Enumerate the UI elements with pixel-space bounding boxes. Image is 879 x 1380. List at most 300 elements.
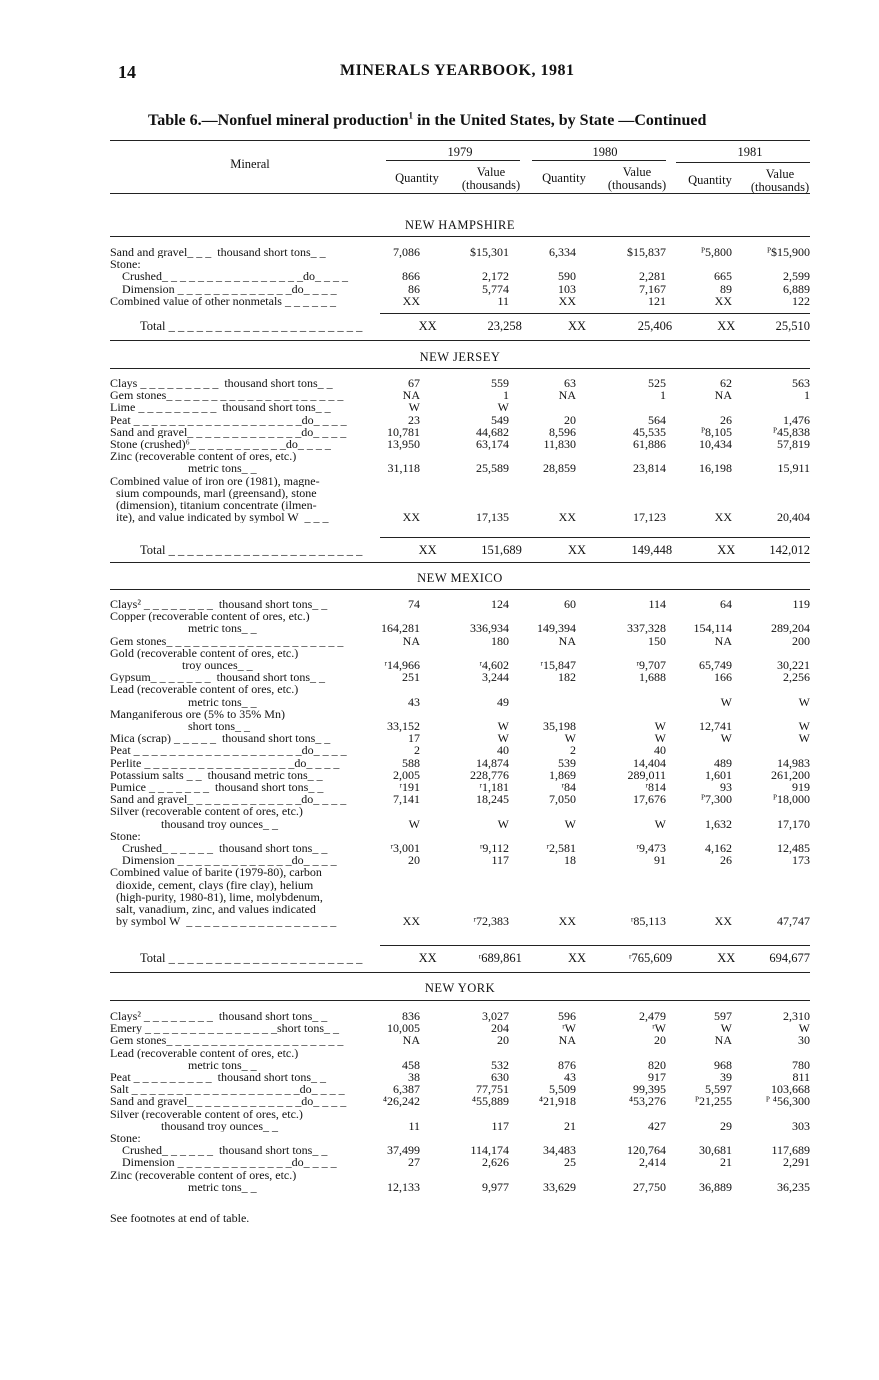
section-heading-new-york: NEW YORK <box>424 981 496 995</box>
value-1980-cell: W <box>654 731 666 746</box>
quantity-1980-cell: 18 <box>564 853 576 868</box>
quantity-1980-cell: ʳ15,847 <box>540 658 576 673</box>
quantity-1979-cell: NA <box>402 388 420 403</box>
mineral-label: metric tons_ _ <box>110 695 257 708</box>
mineral-label: Combined value of iron ore (1981), magne- <box>110 474 320 487</box>
quantity-1981-cell: W <box>720 731 732 746</box>
mineral-label: Silver (recoverable content of ores, etc.) <box>110 1107 303 1120</box>
value-header-1981 <box>744 168 816 194</box>
value-1981-cell: 122 <box>792 293 810 308</box>
value-1981-cell: 563 <box>792 376 810 390</box>
value-1981-cell: 12,485 <box>777 841 810 856</box>
mineral-label: Sand and gravel_ _ _ _ _ _ _ _ _ _ _ _ _do_ _ _ _ <box>110 793 347 806</box>
table-row <box>110 283 810 295</box>
quantity-1979-cell: 20 <box>408 853 420 868</box>
table-title-text: Table 6.—Nonfuel mineral production <box>148 112 409 129</box>
value-1981-cell: ᴾ18,000 <box>773 792 810 807</box>
value-1979-cell: 532 <box>491 1057 509 1072</box>
mineral-label: Potassium salts _ _ thousand metric tons_ _ <box>110 768 323 782</box>
total-label: Total _ _ _ _ _ _ _ _ _ _ _ _ _ _ _ _ _ _ _ _ _ <box>140 952 363 965</box>
value-1981-cell: 780 <box>792 1057 810 1072</box>
table-row <box>110 1010 810 1022</box>
table-row <box>110 793 810 805</box>
value-1981-cell: 30 <box>798 1033 810 1048</box>
quantity-1981-cell: 64 <box>720 597 732 611</box>
quantity-1981-cell: 597 <box>714 1009 732 1023</box>
quantity-header-1980: Quantity <box>542 171 586 185</box>
table-row <box>110 903 810 915</box>
section-heading-new-jersey: NEW JERSEY <box>419 350 501 364</box>
value-1981-cell: 2,599 <box>783 269 810 284</box>
value-1981-cell: 289,204 <box>771 621 810 636</box>
mineral-column-header: Mineral <box>230 157 270 171</box>
value-1981-cell: 303 <box>792 1118 810 1133</box>
value-1979-cell: 77,751 <box>476 1082 509 1097</box>
section-rule <box>110 236 810 237</box>
section-rule <box>110 562 810 563</box>
quantity-1981-cell: 26 <box>720 853 732 868</box>
quantity-1981-cell: ᴾ7,300 <box>701 792 732 807</box>
value-1980-cell: W <box>654 719 666 734</box>
value-1980-cell: ʳ85,113 <box>630 914 666 929</box>
value-1980-cell: 289,011 <box>627 767 666 782</box>
value-1981-cell: 919 <box>792 780 810 795</box>
quantity-1979-cell: 11 <box>408 1118 420 1133</box>
quantity-1981-cell: 36,889 <box>699 1179 732 1194</box>
value-1979-cell: 336,934 <box>470 621 509 636</box>
quantity-1980-cell: ʳW <box>562 1021 576 1036</box>
quantity-1979-cell: ⁴26,242 <box>382 1094 420 1109</box>
mineral-label: Clays² _ _ _ _ _ _ _ _ thousand short tons_ _ <box>110 1010 328 1023</box>
value-1981-cell: 57,819 <box>777 437 810 452</box>
mineral-label: Salt _ _ _ _ _ _ _ _ _ _ _ _ _ _ _ _ _ _ _do_ _ _ _ <box>110 1083 345 1096</box>
quantity-1981-cell: XX <box>714 914 732 929</box>
mineral-label: Lead (recoverable content of ores, etc.) <box>110 683 299 696</box>
value-1979-cell: 20 <box>497 1033 509 1048</box>
quantity-1981-cell: 39 <box>720 1070 732 1085</box>
table-row <box>110 598 810 610</box>
table-row <box>110 659 810 671</box>
quantity-1980-cell: 6,334 <box>549 245 576 259</box>
mineral-label: salt, vanadium, zinc, and values indicated <box>110 903 316 916</box>
value-1980-cell: 525 <box>648 376 666 390</box>
quantity-1980-cell: 1,869 <box>549 767 576 782</box>
quantity-1980-cell: 590 <box>558 269 576 284</box>
value-1979-cell: 3,244 <box>482 670 509 685</box>
value-1981-cell: 17,170 <box>777 816 810 831</box>
quantity-1981-cell: 5,597 <box>705 1082 732 1097</box>
quantity-1979-cell: XX <box>402 510 420 525</box>
quantity-1979-cell: 67 <box>408 376 420 390</box>
quantity-1979-cell: 33,152 <box>387 719 420 734</box>
value-1981-cell: 30,221 <box>777 658 810 673</box>
value-1980-cell: 27,750 <box>633 1179 666 1194</box>
mineral-label: dioxide, cement, clays (fire clay), helium <box>110 878 314 891</box>
value-1980-cell: 917 <box>648 1070 666 1085</box>
total-label: Total _ _ _ _ _ _ _ _ _ _ _ _ _ _ _ _ _ _ _ _ _ <box>140 320 363 333</box>
table-row <box>110 270 810 282</box>
quantity-1981-cell: 62 <box>720 376 732 390</box>
quantity-1980-cell: 7,050 <box>549 792 576 807</box>
total-rule <box>380 945 810 946</box>
value-1981-cell: 2,256 <box>783 670 810 685</box>
running-title: MINERALS YEARBOOK, 1981 <box>340 62 575 79</box>
value-1981-cell: ᴾ ⁴56,300 <box>765 1094 810 1109</box>
value-1979-cell: 9,977 <box>482 1179 509 1194</box>
value-1979-cell: 14,874 <box>476 755 509 770</box>
total-rule <box>380 537 810 538</box>
mineral-label: Perlite _ _ _ _ _ _ _ _ _ _ _ _ _ _ _ _ _do_ _ _ _ <box>110 756 340 769</box>
value-1981-cell: 2,310 <box>783 1009 810 1023</box>
quantity-1979-cell: 836 <box>402 1009 420 1023</box>
quantity-1980-cell: 596 <box>558 1009 576 1023</box>
value-1980-cell: 14,404 <box>633 755 666 770</box>
value-1979-cell: 3,027 <box>482 1009 509 1023</box>
quantity-1980-cell: W <box>564 731 576 746</box>
value-1979-cell: 180 <box>491 633 509 648</box>
year-header-1981: 1981 <box>737 145 763 159</box>
quantity-1981-cell: W <box>720 1021 732 1036</box>
table-row <box>110 1022 810 1034</box>
quantity-1981-cell: 16,198 <box>699 461 732 476</box>
table-row <box>110 1120 810 1132</box>
quantity-1979-cell: 2,005 <box>393 767 420 782</box>
value-1979-cell: 11 <box>497 293 509 308</box>
table-row <box>110 671 810 683</box>
table-row <box>110 769 810 781</box>
quantity-1980-cell: 8,596 <box>549 424 576 439</box>
quantity-1980-cell: 149,394 <box>537 621 576 636</box>
mineral-label: Dimension _ _ _ _ _ _ _ _ _ _ _ _ _do_ _ _ _ <box>110 282 337 295</box>
table-row <box>110 915 810 927</box>
value-1981-cell: 20,404 <box>777 510 810 525</box>
quantity-1979-cell: 10,781 <box>387 424 420 439</box>
value-label: Value <box>622 165 652 179</box>
table-row <box>110 696 810 708</box>
mineral-label: Clays _ _ _ _ _ _ _ _ _ thousand short tons_ _ <box>110 377 333 390</box>
value-1980-cell: 17,123 <box>633 510 666 525</box>
value-1981-cell: ᴾ45,838 <box>773 424 810 439</box>
quantity-1981-cell: XX <box>717 543 736 557</box>
quantity-1981-cell: 12,741 <box>699 719 732 734</box>
mineral-label: Emery _ _ _ _ _ _ _ _ _ _ _ _ _ _ _short tons_ _ <box>110 1022 339 1035</box>
quantity-1979-cell: 7,086 <box>393 245 420 259</box>
quantity-1980-cell: 182 <box>558 670 576 685</box>
value-1981-cell: 47,747 <box>777 914 810 929</box>
quantity-1981-cell: ᴾ8,105 <box>701 424 732 439</box>
table-top-rule <box>110 140 810 141</box>
section-new-mexico <box>110 598 810 927</box>
value-1980-cell: 150 <box>648 633 666 648</box>
value-1981-cell: 1,476 <box>783 412 810 427</box>
quantity-1980-cell: 34,483 <box>543 1143 576 1158</box>
quantity-1980-cell: 103 <box>558 281 576 296</box>
value-1981-cell: 694,677 <box>769 951 810 965</box>
table-row <box>110 720 810 732</box>
total-rule <box>380 313 810 314</box>
mineral-label: metric tons_ _ <box>110 622 257 635</box>
year-header-1979: 1979 <box>447 145 473 159</box>
quantity-1981-cell: XX <box>717 951 736 965</box>
quantity-header-1979: Quantity <box>395 171 439 185</box>
mineral-label: Dimension _ _ _ _ _ _ _ _ _ _ _ _ _do_ _ _ _ <box>110 1156 337 1169</box>
value-1979-cell: 117 <box>491 1118 509 1133</box>
mineral-label: metric tons_ _ <box>110 1180 257 1194</box>
mineral-label: metric tons_ _ <box>110 1058 257 1072</box>
quantity-1979-cell: XX <box>418 543 437 557</box>
table-row <box>110 622 810 634</box>
quantity-1980-cell: ʳ84 <box>561 780 576 795</box>
quantity-1980-cell: XX <box>567 319 587 333</box>
table-row <box>110 389 810 401</box>
table-row <box>110 246 810 258</box>
mineral-label: Zinc (recoverable content of ores, etc.) <box>110 450 297 463</box>
value-1981-cell: 14,983 <box>777 755 810 770</box>
quantity-1980-cell: ʳ2,581 <box>546 841 576 856</box>
quantity-1981-cell: 89 <box>720 281 732 296</box>
year-rule-1981 <box>676 162 810 163</box>
table-row <box>110 866 810 878</box>
year-header-1980: 1980 <box>592 145 618 159</box>
title-footnote-ref: 1 <box>408 110 413 121</box>
value-1979-cell: 204 <box>491 1021 509 1036</box>
value-1980-cell: ʳW <box>652 1021 666 1036</box>
value-1979-cell: 549 <box>491 412 509 427</box>
mineral-label: Stone (crushed)⁶_ _ _ _ _ _ _ _ _ _ _do_ _ _ _ <box>110 438 331 451</box>
mineral-label: by symbol W _ _ _ _ _ _ _ _ _ _ _ _ _ _ _ _ _ <box>110 915 337 928</box>
quantity-1980-cell: NA <box>558 633 576 648</box>
mineral-label: Stone: <box>110 829 141 843</box>
table-row <box>110 635 810 647</box>
section-rule <box>110 589 810 590</box>
table-row <box>110 487 810 499</box>
quantity-1980-cell: 28,859 <box>543 461 576 476</box>
total-new-hampshire <box>110 320 810 332</box>
value-1980-cell: ʳ9,707 <box>636 658 666 673</box>
mineral-label: Gypsum_ _ _ _ _ _ _ thousand short tons_ _ <box>110 671 326 684</box>
value-1981-cell: 15,911 <box>777 461 810 476</box>
quantity-1979-cell: 17 <box>408 731 420 746</box>
value-1979-cell: 44,682 <box>476 424 509 439</box>
quantity-1981-cell: W <box>720 694 732 709</box>
table-row <box>110 891 810 903</box>
quantity-1981-cell: 30,681 <box>699 1143 732 1158</box>
value-1980-cell: 99,395 <box>633 1082 666 1097</box>
value-1979-cell: ʳ72,383 <box>473 914 509 929</box>
value-1981-cell: W <box>798 694 810 709</box>
value-1980-cell: ʳ765,609 <box>628 951 673 965</box>
value-header-1980 <box>600 166 674 192</box>
value-1979-cell: W <box>497 731 509 746</box>
quantity-1979-cell: ʳ3,001 <box>390 841 420 856</box>
quantity-1980-cell: 539 <box>558 755 576 770</box>
table-row <box>110 818 810 830</box>
value-1979-cell: 114,174 <box>470 1143 509 1158</box>
table-row <box>110 1047 810 1059</box>
value-1980-cell: $15,837 <box>627 245 666 259</box>
quantity-1981-cell: 26 <box>720 412 732 427</box>
mineral-label: Gem stones_ _ _ _ _ _ _ _ _ _ _ _ _ _ _ _ _ _ _ _ <box>110 1034 344 1047</box>
value-1980-cell: 61,886 <box>633 437 666 452</box>
quantity-1981-cell: 1,601 <box>705 767 732 782</box>
section-new-hampshire <box>110 246 810 307</box>
quantity-1981-cell: 968 <box>714 1057 732 1072</box>
quantity-1981-cell: ᴾ21,255 <box>695 1094 732 1109</box>
quantity-1980-cell: 21 <box>564 1118 576 1133</box>
value-1980-cell: 25,406 <box>637 319 673 333</box>
value-1980-cell: 2,281 <box>639 269 666 284</box>
table-row <box>110 1169 810 1181</box>
mineral-label: sium compounds, marl (greensand), stone <box>110 486 317 500</box>
quantity-1981-cell: XX <box>717 319 736 333</box>
quantity-1979-cell: 74 <box>408 597 420 611</box>
value-label: Value <box>476 165 506 179</box>
total-row <box>110 320 810 332</box>
mineral-label: Copper (recoverable content of ores, etc.) <box>110 610 310 623</box>
quantity-1980-cell: 60 <box>564 597 576 611</box>
quantity-1981-cell: 10,434 <box>699 437 732 452</box>
mineral-label: Crushed_ _ _ _ _ _ thousand short tons_ _ <box>110 1144 328 1157</box>
mineral-label: troy ounces_ _ <box>110 659 253 672</box>
value-1979-cell: 559 <box>491 376 509 390</box>
value-1981-cell: 142,012 <box>769 543 810 557</box>
value-1980-cell: 45,535 <box>633 424 666 439</box>
table-title <box>148 112 706 130</box>
mineral-label: Lime _ _ _ _ _ _ _ _ _ thousand short tons_ _ <box>110 401 331 414</box>
table-row <box>110 842 810 854</box>
thousands-label: (thousands) <box>461 178 521 192</box>
value-1979-cell: $15,301 <box>470 245 509 259</box>
value-1980-cell: 820 <box>648 1057 666 1072</box>
value-1980-cell: 2,479 <box>639 1009 666 1023</box>
value-1981-cell: 1 <box>804 388 810 403</box>
value-1981-cell: 117,689 <box>771 1143 810 1158</box>
value-1981-cell: 811 <box>792 1070 810 1085</box>
mineral-label: Crushed_ _ _ _ _ _ _ _ _ _ _ _ _ _ _ _do_ _ _ _ <box>110 270 348 283</box>
mineral-label: Peat _ _ _ _ _ _ _ _ _ thousand short tons_ _ <box>110 1071 326 1084</box>
quantity-1979-cell: ʳ14,966 <box>384 658 420 673</box>
value-1979-cell: 5,774 <box>482 281 509 296</box>
quantity-1979-cell: 37,499 <box>387 1143 420 1158</box>
value-1981-cell: ᴾ$15,900 <box>767 245 810 259</box>
value-1980-cell: 2,414 <box>639 1155 666 1170</box>
value-header-1979 <box>455 166 527 192</box>
value-1980-cell: 149,448 <box>631 543 673 557</box>
mineral-label: Pumice _ _ _ _ _ _ _ thousand short tons_ _ <box>110 781 324 794</box>
table-row <box>110 879 810 891</box>
value-1981-cell: 6,889 <box>783 281 810 296</box>
mineral-label: ite), and value indicated by symbol W _ _ _ <box>110 511 329 524</box>
section-heading-new-hampshire: NEW HAMPSHIRE <box>404 218 516 232</box>
quantity-1981-cell: 65,749 <box>699 658 732 673</box>
quantity-1979-cell: 43 <box>408 694 420 709</box>
mineral-label: Zinc (recoverable content of ores, etc.) <box>110 1168 297 1181</box>
mineral-label: Mica (scrap) _ _ _ _ _ thousand short tons_ _ <box>110 732 331 745</box>
value-1981-cell: 200 <box>792 633 810 648</box>
table-row <box>110 1144 810 1156</box>
value-1979-cell: 18,245 <box>476 792 509 807</box>
quantity-1981-cell: 4,162 <box>705 841 732 856</box>
mineral-label: Clays² _ _ _ _ _ _ _ _ thousand short tons_ _ <box>110 598 328 611</box>
quantity-1981-cell: XX <box>714 293 732 308</box>
quantity-1980-cell: W <box>564 816 576 831</box>
section-rule <box>110 340 810 341</box>
quantity-1981-cell: NA <box>714 388 732 403</box>
quantity-1980-cell: 5,509 <box>549 1082 576 1097</box>
mineral-label: (high-purity, 1980-81), lime, molybdenum, <box>110 890 323 904</box>
value-1981-cell: 103,668 <box>771 1082 810 1097</box>
mineral-label: Crushed_ _ _ _ _ _ thousand short tons_ _ <box>110 842 328 855</box>
quantity-1979-cell: 588 <box>402 755 420 770</box>
value-label: Value <box>765 167 795 181</box>
thousands-label: (thousands) <box>607 178 667 192</box>
value-1980-cell: 114 <box>648 597 666 611</box>
value-1980-cell: 91 <box>654 853 666 868</box>
section-heading-new-mexico: NEW MEXICO <box>417 571 503 585</box>
value-1980-cell: 7,167 <box>639 281 666 296</box>
value-1981-cell: 36,235 <box>777 1179 810 1194</box>
section-rule <box>110 1000 810 1001</box>
table-row <box>110 499 810 511</box>
quantity-1981-cell: 93 <box>720 780 732 795</box>
value-1980-cell: 120,764 <box>627 1143 666 1158</box>
quantity-1979-cell: XX <box>402 293 420 308</box>
quantity-1979-cell: ʳ191 <box>399 780 420 795</box>
value-1979-cell: W <box>497 816 509 831</box>
quantity-1979-cell: 6,387 <box>393 1082 420 1097</box>
running-header <box>118 62 818 84</box>
mineral-label: Silver (recoverable content of ores, etc.) <box>110 805 303 818</box>
value-1979-cell: 2,626 <box>482 1155 509 1170</box>
quantity-1981-cell: NA <box>714 1033 732 1048</box>
mineral-label: Gold (recoverable content of ores, etc.) <box>110 646 299 660</box>
quantity-1980-cell: 20 <box>564 412 576 427</box>
quantity-1980-cell: XX <box>558 914 576 929</box>
quantity-1981-cell: 29 <box>720 1118 732 1133</box>
mineral-label: Sand and gravel_ _ _ _ _ _ _ _ _ _ _ _ _do_ _ _ _ <box>110 1095 347 1108</box>
mineral-label: Sand and gravel_ _ _ _ _ _ _ _ _ _ _ _ _do_ _ _ _ <box>110 425 347 439</box>
value-1979-cell: 1 <box>503 388 509 403</box>
value-1979-cell: W <box>497 400 509 415</box>
year-rule-1979 <box>386 160 520 161</box>
value-1981-cell: 173 <box>792 853 810 868</box>
table-row <box>110 1156 810 1168</box>
value-1981-cell: W <box>798 731 810 746</box>
value-1979-cell: 17,135 <box>476 510 509 525</box>
table-row <box>110 1034 810 1046</box>
header-bottom-rule <box>110 193 810 194</box>
mineral-label: Combined value of barite (1979-80), carbon <box>110 866 322 879</box>
value-1980-cell: 1 <box>660 388 666 403</box>
quantity-1979-cell: 13,950 <box>387 437 420 452</box>
quantity-1979-cell: 12,133 <box>387 1179 420 1194</box>
mineral-label: Lead (recoverable content of ores, etc.) <box>110 1046 299 1059</box>
total-row <box>110 952 810 964</box>
value-1979-cell: W <box>497 719 509 734</box>
table-row <box>110 377 810 389</box>
value-1979-cell: 151,689 <box>481 543 522 557</box>
quantity-1979-cell: XX <box>418 319 437 333</box>
value-1979-cell: ʳ689,861 <box>478 951 522 965</box>
quantity-1981-cell: 665 <box>714 269 732 284</box>
quantity-1979-cell: 251 <box>402 670 420 685</box>
mineral-label: Gem stones_ _ _ _ _ _ _ _ _ _ _ _ _ _ _ _ _ _ _ _ <box>110 389 344 402</box>
year-rule-1980 <box>532 160 666 161</box>
quantity-1979-cell: XX <box>402 914 420 929</box>
value-1980-cell: ʳ814 <box>645 780 666 795</box>
quantity-1979-cell: 458 <box>402 1057 420 1072</box>
quantity-1980-cell: 43 <box>564 1070 576 1085</box>
